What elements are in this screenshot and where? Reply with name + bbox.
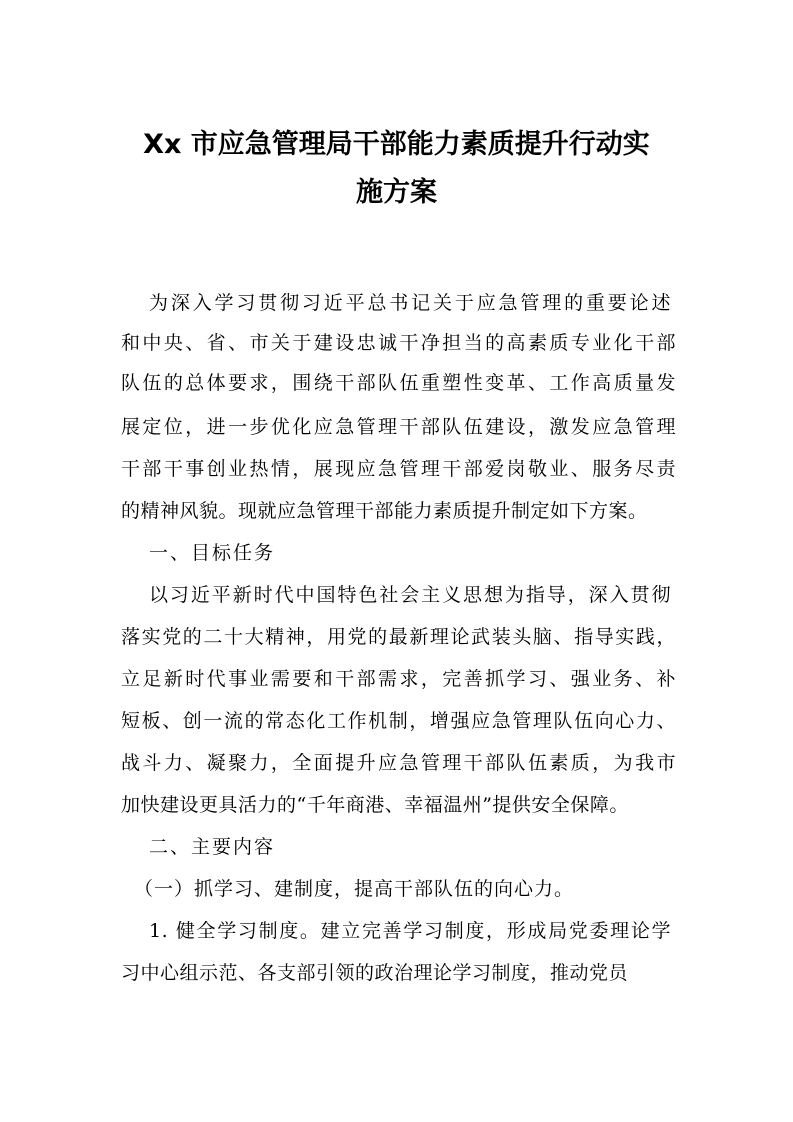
goals-line-3: 立足新时代事业需要和干部需求，完善抓学习、强业务、补 <box>121 668 676 690</box>
section-heading-main-content: 二、主要内容 <box>149 836 276 858</box>
intro-line-4: 展定位，进一步优化应急管理干部队伍建设，激发应急管理 <box>121 416 676 438</box>
document-title-line-1: Xx 市应急管理局干部能力素质提升行动实 <box>143 129 650 160</box>
intro-line-2: 和中央、省、市关于建设忠诚干净担当的高素质专业化干部 <box>121 332 676 354</box>
intro-line-6: 的精神风貌。现就应急管理干部能力素质提升制定如下方案。 <box>121 500 648 522</box>
intro-line-5: 干部干事创业热情，展现应急管理干部爱岗敬业、服务尽责 <box>121 458 676 480</box>
item-1-line-1: 1. 健全学习制度。建立完善学习制度，形成局党委理论学 <box>149 920 671 942</box>
goals-line-5: 战斗力、凝聚力，全面提升应急管理干部队伍素质，为我市 <box>121 752 676 774</box>
goals-line-1: 以习近平新时代中国特色社会主义思想为指导，深入贯彻 <box>149 584 671 606</box>
intro-line-3: 队伍的总体要求，围绕干部队伍重塑性变革、工作高质量发 <box>121 372 676 394</box>
section-heading-goals: 一、目标任务 <box>149 542 276 564</box>
goals-line-2: 落实党的二十大精神，用党的最新理论武装头脑、指导实践， <box>121 626 676 648</box>
intro-line-1: 为深入学习贯彻习近平总书记关于应急管理的重要论述 <box>149 292 671 314</box>
document-title-line-2: 施方案 <box>356 177 437 208</box>
goals-line-4: 短板、创一流的常态化工作机制，增强应急管理队伍向心力、 <box>121 710 676 732</box>
item-1-line-2: 习中心组示范、各支部引领的政治理论学习制度，推动党员 <box>121 962 629 984</box>
subsection-heading-1: （一）抓学习、建制度，提高干部队伍的向心力。 <box>134 878 575 900</box>
goals-line-6: 加快建设更具活力的“千年商港、幸福温州”提供安全保障。 <box>121 794 629 816</box>
